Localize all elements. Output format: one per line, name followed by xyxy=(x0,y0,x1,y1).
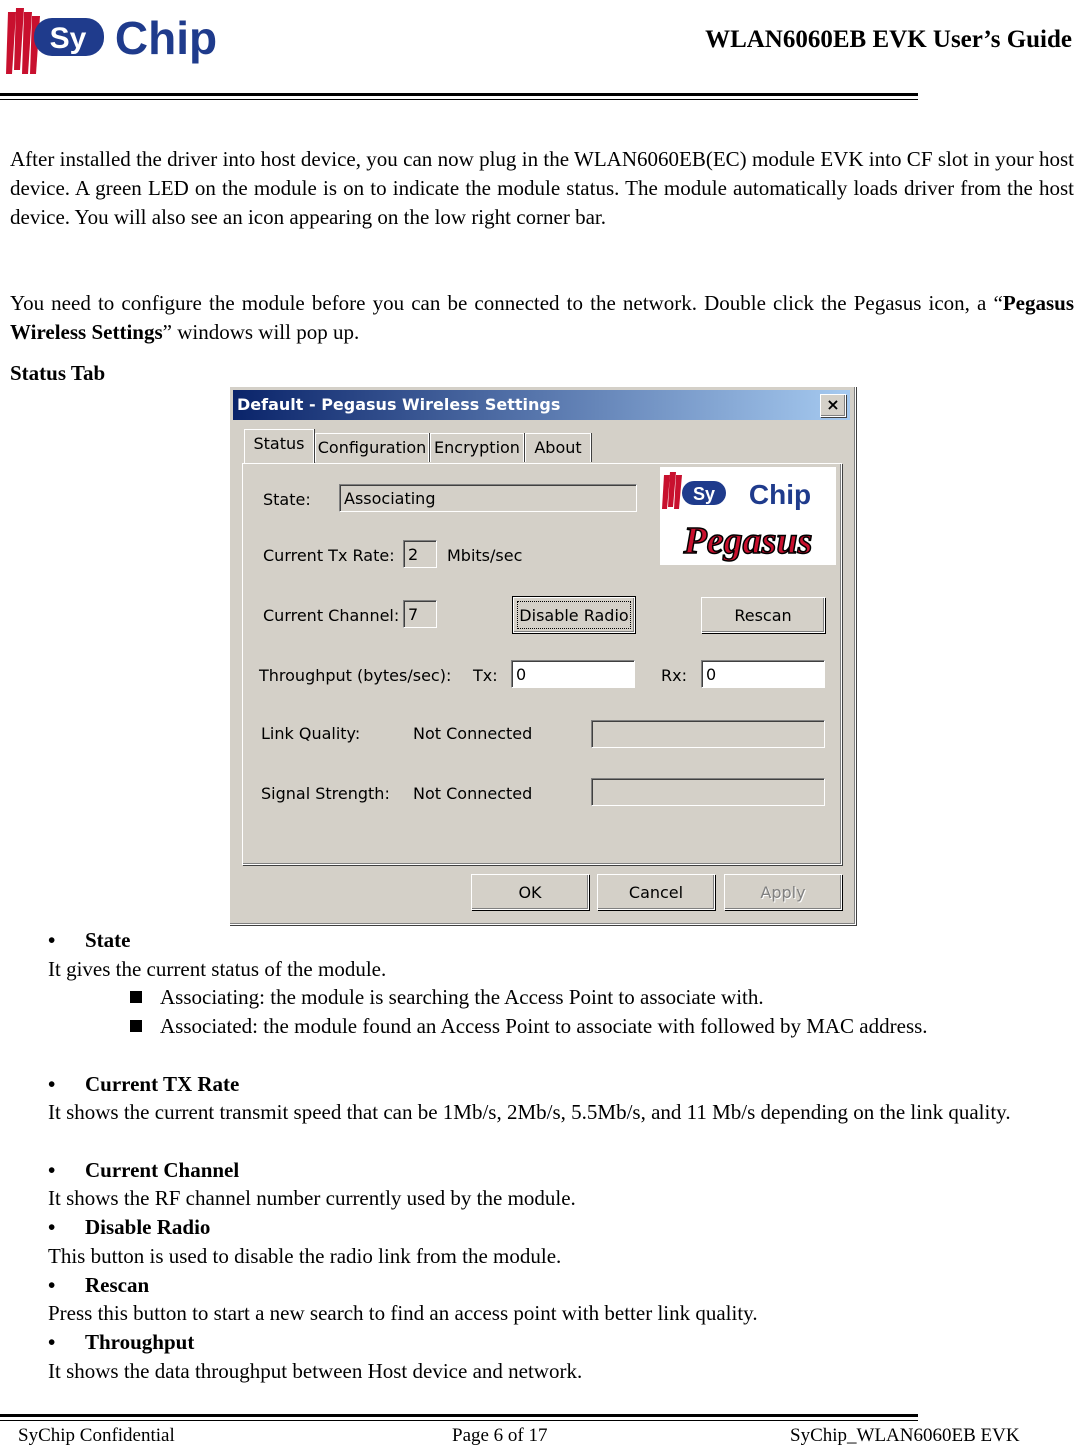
bullet-heading: Current Channel xyxy=(85,1158,240,1182)
signal-strength-value: Not Connected xyxy=(413,784,533,803)
footer-rule-thin xyxy=(0,1420,918,1421)
tx-rate-field: 2 xyxy=(403,540,437,568)
bullet-icon: • xyxy=(48,1273,56,1297)
tab-about[interactable]: About xyxy=(525,433,591,462)
svg-text:Sy: Sy xyxy=(49,22,87,55)
link-quality-value: Not Connected xyxy=(413,724,533,743)
rx-field: 0 xyxy=(701,660,825,688)
throughput-description: It shows the data throughput between Host device and network. xyxy=(48,1359,583,1383)
header-rule xyxy=(0,93,918,96)
document-title: WLAN6060EB EVK User’s Guide xyxy=(705,26,1072,53)
bullet-heading: State xyxy=(85,928,131,952)
bullet-throughput xyxy=(48,1328,448,1357)
channel-field: 7 xyxy=(403,600,437,628)
close-button[interactable]: × xyxy=(820,394,846,417)
tx-field: 0 xyxy=(511,660,635,688)
tx-rate-label: Current Tx Rate: xyxy=(263,546,395,565)
configure-paragraph: You need to configure the module before you can be connected to the network. Double click the Pegasus icon, a “Pegasus Wireless Settings” windows will pop up. xyxy=(10,291,1074,344)
pegasus-settings-dialog xyxy=(229,386,856,925)
logo-chip-text: Chip xyxy=(748,479,812,510)
rescan-description: Press this button to start a new search to find an access point with better link quality. xyxy=(48,1301,758,1325)
bullet-disable-radio xyxy=(48,1213,448,1242)
svg-text:Chip: Chip xyxy=(114,12,218,64)
square-bullet-icon xyxy=(130,1020,142,1032)
rx-label: Rx: xyxy=(661,666,687,685)
rescan-button[interactable]: Rescan xyxy=(701,597,825,633)
bullet-icon: • xyxy=(48,928,56,952)
page-number: Page 6 of 17 xyxy=(452,1425,548,1446)
bullet-heading: Throughput xyxy=(85,1330,195,1354)
tx-rate-description: It shows the current transmit speed that can be 1Mb/s, 2Mb/s, 5.5Mb/s, and 11 Mb/s depending on the link quality. xyxy=(48,1100,1011,1124)
bullet-tx-rate xyxy=(48,1070,448,1099)
bullet-icon: • xyxy=(48,1158,56,1182)
tx-rate-unit: Mbits/sec xyxy=(447,546,523,565)
logo-pegasus-text: Pegasus xyxy=(683,520,813,562)
footer-left: SyChip Confidential xyxy=(18,1425,175,1446)
bullet-rescan xyxy=(48,1271,448,1300)
signal-strength-label: Signal Strength: xyxy=(261,784,390,803)
sychip-logo xyxy=(4,4,230,74)
sychip-pegasus-logo xyxy=(660,467,836,565)
apply-button[interactable]: Apply xyxy=(724,874,842,910)
bullet-state xyxy=(48,926,448,955)
intro-paragraph: After installed the driver into host device, you can now plug in the WLAN6060EB(EC) module EVK into CF slot in your host device. A green LED on the module is on to indicate the module status. The module automatically loads driver from the host device. You will also see an icon appearing on the low right corner bar. xyxy=(10,147,1074,229)
bullet-heading: Rescan xyxy=(85,1273,150,1297)
dialog-titlebar xyxy=(233,390,850,420)
tab-encryption[interactable]: Encryption xyxy=(430,433,524,462)
channel-description: It shows the RF channel number currently used by the module. xyxy=(48,1186,576,1210)
signal-strength-bar xyxy=(591,778,825,806)
ok-button[interactable]: OK xyxy=(471,874,589,910)
tab-status[interactable]: Status xyxy=(244,429,314,463)
bullet-channel xyxy=(48,1156,448,1185)
dialog-title: Default - Pegasus Wireless Settings xyxy=(237,395,561,414)
bullet-heading: Disable Radio xyxy=(85,1215,211,1239)
bullet-heading: Current TX Rate xyxy=(85,1072,240,1096)
state-description: It gives the current status of the module. xyxy=(48,957,387,981)
footer-right: SyChip_WLAN6060EB EVK xyxy=(790,1425,1020,1446)
section-heading: Status Tab xyxy=(10,361,106,385)
disable-radio-button[interactable]: Disable Radio xyxy=(513,597,635,633)
footer-rule xyxy=(0,1414,918,1417)
tx-label: Tx: xyxy=(473,666,498,685)
bullet-icon: • xyxy=(48,1330,56,1354)
square-bullet-icon xyxy=(130,991,142,1003)
sub-item-associating: Associating: the module is searching the Access Point to associate with. xyxy=(130,983,1074,1012)
bullet-icon: • xyxy=(48,1215,56,1239)
throughput-label: Throughput (bytes/sec): xyxy=(259,666,452,685)
logo-sy-text: Sy xyxy=(692,484,716,504)
sub-item-associated: Associated: the module found an Access Point to associate with followed by MAC address. xyxy=(130,1012,1074,1070)
state-field: Associating xyxy=(339,484,637,512)
cancel-button[interactable]: Cancel xyxy=(597,874,715,910)
link-quality-label: Link Quality: xyxy=(261,724,361,743)
link-quality-bar xyxy=(591,720,825,748)
tab-configuration[interactable]: Configuration xyxy=(315,433,429,462)
bullet-icon: • xyxy=(48,1072,56,1096)
state-label: State: xyxy=(263,490,311,509)
disable-radio-description: This button is used to disable the radio link from the module. xyxy=(48,1244,562,1268)
channel-label: Current Channel: xyxy=(263,606,400,625)
header-rule-thin xyxy=(0,99,918,100)
